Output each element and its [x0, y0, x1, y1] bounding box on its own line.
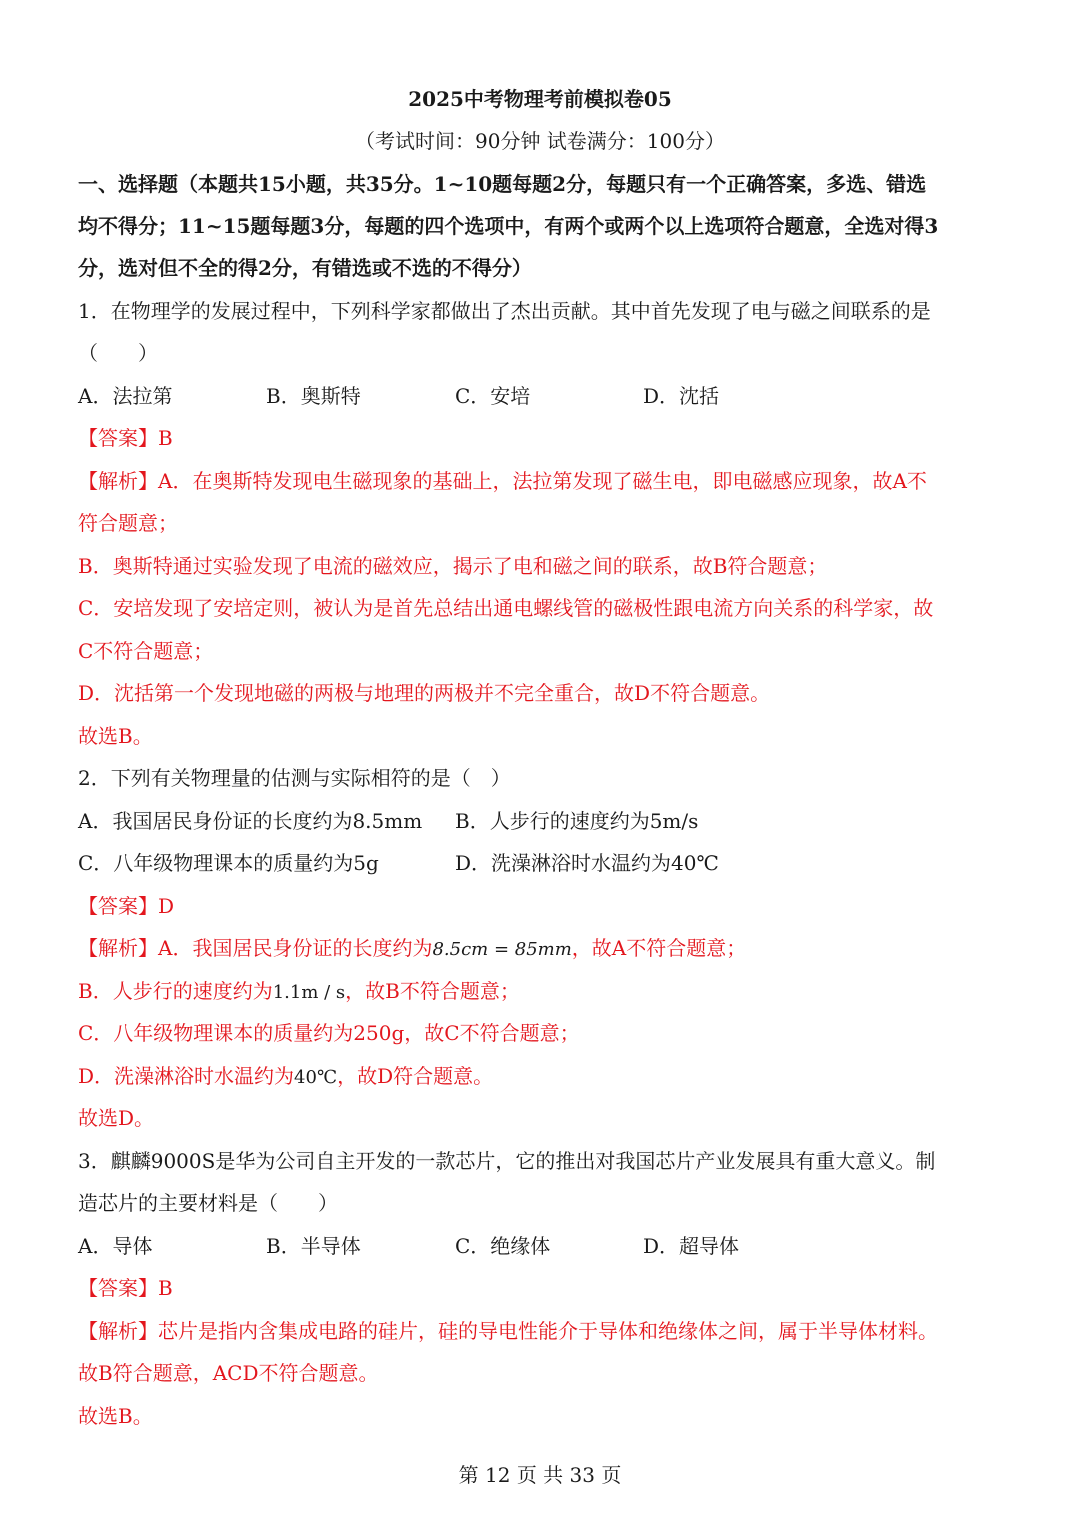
q2-option-b: B．人步行的速度约为5m/s: [455, 809, 699, 833]
q3-option-b: B．半导体: [266, 1234, 361, 1258]
q1-stem-line-2: （ ）: [78, 341, 158, 365]
q3-analysis-line-2: 故B符合题意，ACD不符合题意。: [78, 1361, 379, 1385]
section-heading-line-1: 一、选择题（本题共15小题，共35分。1~10题每题2分，每题只有一个正确答案，多选、错选: [78, 172, 927, 196]
q3-option-a: A．导体: [78, 1234, 153, 1258]
analysis-text: ，故B不符合题意；: [345, 979, 520, 1003]
q3-stem-line-2: 造芯片的主要材料是（ ）: [78, 1191, 338, 1215]
exam-subtitle: （考试时间：90分钟 试卷满分：100分）: [355, 129, 725, 153]
q1-analysis-line-3: B．奥斯特通过实验发现了电流的磁效应，揭示了电和磁之间的联系，故B符合题意；: [78, 554, 828, 578]
answer-label: 【答案】: [78, 426, 158, 450]
analysis-text: 芯片是指内含集成电路的硅片，硅的导电性能介于导体和绝缘体之间，属于半导体材料。: [158, 1319, 938, 1343]
q3-conclusion: 故选B。: [78, 1404, 153, 1428]
formula-length: 8.5cm = 85mm: [432, 939, 572, 960]
q1-analysis-line-6: D．沈括第一个发现地磁的两极与地理的两极并不完全重合，故D不符合题意。: [78, 681, 771, 705]
answer-value: D: [158, 894, 175, 918]
q1-analysis-line-1: [78, 466, 1008, 496]
analysis-text: A．我国居民身份证的长度约为: [158, 936, 433, 960]
q1-option-a: A．法拉第: [78, 384, 173, 408]
q3-stem-line-1: 3．麒麟9000S是华为公司自主开发的一款芯片，它的推出对我国芯片产业发展具有重大意义。制: [78, 1149, 936, 1173]
q1-option-d: D．沈括: [643, 384, 720, 408]
q1-analysis-line-5: C不符合题意；: [78, 639, 214, 663]
formula-speed: 1.1m / s: [272, 982, 346, 1003]
q2-option-d: D．洗澡淋浴时水温约为40℃: [455, 851, 719, 875]
answer-label: 【答案】: [78, 1276, 158, 1300]
analysis-label: 【解析】: [78, 1319, 158, 1343]
q1-option-b: B．奥斯特: [266, 384, 361, 408]
q2-analysis-a: [78, 933, 1008, 965]
q1-stem-line-1: 1．在物理学的发展过程中，下列科学家都做出了杰出贡献。其中首先发现了电与磁之间联系的是: [78, 299, 931, 323]
q3-option-d: D．超导体: [643, 1234, 740, 1258]
q1-option-c: C．安培: [455, 384, 531, 408]
answer-value: B: [158, 426, 173, 450]
q2-analysis-c: C．八年级物理课本的质量约为250g，故C不符合题意；: [78, 1021, 580, 1045]
q1-conclusion: 故选B。: [78, 724, 153, 748]
analysis-text: D．洗澡淋浴时水温约为: [78, 1064, 295, 1088]
exam-title: 2025中考物理考前模拟卷05: [408, 87, 672, 111]
q2-stem: 2．下列有关物理量的估测与实际相符的是（ ）: [78, 766, 511, 790]
section-heading-line-2: 均不得分；11~15题每题3分，每题的四个选项中，有两个或两个以上选项符合题意，全选对得3: [78, 214, 939, 238]
q3-answer: [78, 1273, 1008, 1303]
q3-analysis-line-1: [78, 1316, 1008, 1346]
analysis-text: ，故D符合题意。: [337, 1064, 494, 1088]
answer-value: B: [158, 1276, 173, 1300]
q2-analysis-b: [78, 976, 1008, 1008]
analysis-label: 【解析】: [78, 936, 158, 960]
q1-answer: [78, 423, 1008, 453]
q2-option-a: A．我国居民身份证的长度约为8.5mm: [78, 809, 423, 833]
formula-temperature: 40℃: [294, 1067, 338, 1088]
section-heading-line-3: 分，选对但不全的得2分，有错选或不选的不得分）: [78, 256, 532, 280]
analysis-text: A．在奥斯特发现电生磁现象的基础上，法拉第发现了磁生电，即电磁感应现象，故A不: [158, 469, 927, 493]
q2-analysis-d: [78, 1061, 1008, 1093]
q2-conclusion: 故选D。: [78, 1106, 155, 1130]
analysis-text: B．人步行的速度约为: [78, 979, 273, 1003]
q2-option-c: C．八年级物理课本的质量约为5g: [78, 851, 379, 875]
q3-option-c: C．绝缘体: [455, 1234, 551, 1258]
analysis-label: 【解析】: [78, 469, 158, 493]
q1-analysis-line-4: C．安培发现了安培定则，被认为是首先总结出通电螺线管的磁极性跟电流方向关系的科学家，故: [78, 596, 934, 620]
answer-label: 【答案】: [78, 894, 158, 918]
analysis-text: ，故A不符合题意；: [571, 936, 747, 960]
page-number: 第 12 页 共 33 页: [458, 1463, 622, 1487]
q2-answer: [78, 891, 1008, 921]
q1-analysis-line-2: 符合题意；: [78, 511, 178, 535]
